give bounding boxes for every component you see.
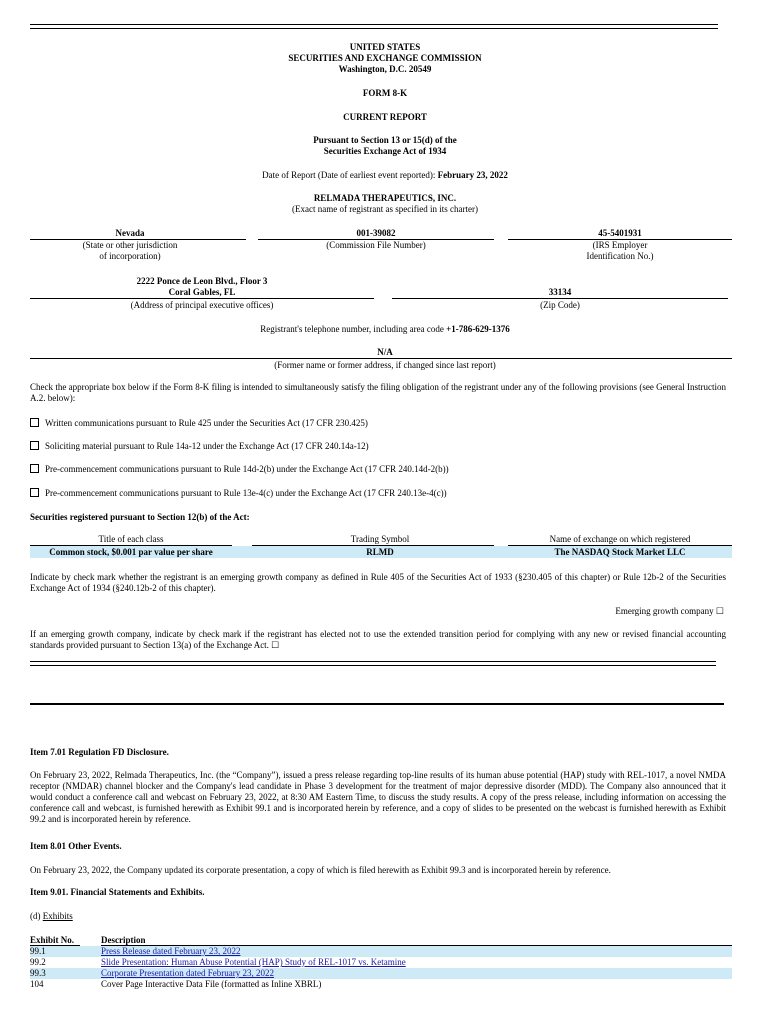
zip-value: 33134 [548,287,572,297]
date-value: February 23, 2022 [437,170,508,180]
exhibit-row-desc: Cover Page Interactive Data File (formatted as Inline XBRL) [101,979,322,989]
address-line1: 2222 Ponce de Leon Blvd., Floor 3 [136,276,268,286]
item-801-text: On February 23, 2022, the Company updated its corporate presentation, a copy of which is filed herewith as Exhibit 99.3 and is incorporated herein by reference. [30,865,611,875]
filing-option-label: Soliciting material pursuant to Rule 14a-12 under the Exchange Act (17 CFR 240.14a-12) [45,441,369,451]
filing-option-label: Written communications pursuant to Rule 425 under the Securities Act (17 CFR 230.425) [45,418,368,428]
address-rule [30,298,374,299]
item-701-title: Item 7.01 Regulation FD Disclosure. [30,747,169,757]
cover-end-double-rule [30,661,716,666]
exhibits-label [30,911,73,922]
exhibit-desc-header: Description [101,935,146,945]
agency-line1: UNITED STATES [349,42,421,52]
growth-text: Indicate by check mark whether the registrant is an emerging growth company as defined in Rule 405 of the Securities Act of 1933 (§230.405 of this chapter) or Rule 12b-2 of the Securities Exchange Act of 1934 (§240.12b-2 of this chapter). [30,572,726,593]
exhibit-no-header: Exhibit No. [30,935,75,945]
item-801-title: Item 8.01 Other Events. [30,841,122,851]
securities-heading: Securities registered pursuant to Section 12(b) of the Act: [30,512,250,522]
irs-number: 45-5401931 [598,228,642,238]
exhibits-label-text: Exhibits [42,911,73,921]
top-double-rule [30,24,718,29]
phone-line [0,324,770,335]
filing-option-label: Pre-commencement communications pursuant to Rule 13e-4(c) under the Exchange Act (17 CFR 240.13e-4(c)) [45,488,447,498]
exhibit-row-no: 99.2 [30,957,46,967]
date-of-report [0,170,770,181]
filing-option-2[interactable] [30,441,730,452]
filing-option-label: Pre-commencement communications pursuant to Rule 14d-2(b) under the Exchange Act (17 CFR 240.14d-2(b)) [45,464,449,474]
form-type: FORM 8-K [362,88,408,98]
filing-intro: Check the appropriate box below if the Form 8-K filing is intended to simultaneously satisfy the filing obligation of the registrant under any of the following provisions (see General Instruction A.2. below): [30,382,726,403]
irs-caption-1: (IRS Employer [592,240,648,250]
item-701-text: On February 23, 2022, Relmada Therapeutics, Inc. (the “Company”), issued a press release regarding top-line results of its human abuse potential (HAP) study with REL-1017, a novel NMDA receptor (NMDAR) channel blocker and the Company's lead candidate in Phase 3 development for the treatment of major depressive disorder (MDD). The Company also announced that it would conduct a conference call and webcast on February 23, 2022, at 8:30 AM Eastern Time, to discuss the study results. A copy of the press release, including information on accessing the conference call and webcast, is furnished herewith as Exhibit 99.1 and is incorporated herein by reference, and a copy of slides to be presented on the webcast is furnished herewith as Exhibit 99.2 and is incorporated herein by reference. [30,770,726,824]
row-symbol: RLMD [366,547,394,557]
state-value: Nevada [115,228,145,238]
address-line2: Coral Gables, FL [168,287,236,297]
report-type: CURRENT REPORT [343,112,427,122]
pursuant-line1: Pursuant to Section 13 or 15(d) of the [313,135,457,145]
file-caption: (Commission File Number) [326,240,426,250]
exhibit-link[interactable]: Slide Presentation: Human Abuse Potential (HAP) Study of REL-1017 vs. Ketamine [101,957,406,967]
col-title-header: Title of each class [98,534,164,544]
registrant-caption: (Exact name of registrant as specified in its charter) [292,204,478,214]
state-caption-2: of incorporation) [99,251,161,261]
file-number: 001-39082 [356,228,396,238]
transition-text: If an emerging growth company, indicate by check mark if the registrant has elected not to use the extended transition period for complying with any new or revised financial accounting standards provided pursuant to Section 13(a) of the Exchange Act. ☐ [30,629,726,650]
phone-value: +1-786-629-1376 [446,324,510,334]
row-title: Common stock, $0.001 par value per share [49,547,213,557]
checkbox-icon[interactable] [30,488,39,497]
col-symbol-header: Trading Symbol [350,534,410,544]
zip-rule [392,298,728,299]
date-label: Date of Report (Date of earliest event reported): [262,170,438,180]
exhibits-prefix: (d) [30,911,43,921]
former-caption: (Former name or former address, if changed since last report) [274,360,496,370]
registrant-name: RELMADA THERAPEUTICS, INC. [313,193,457,203]
exhibit-link[interactable]: Press Release dated February 23, 2022 [101,946,241,956]
checkbox-icon[interactable] [30,441,39,450]
agency-line2: SECURITIES AND EXCHANGE COMMISSION [288,53,482,63]
exhibit-row-no: 99.1 [30,946,46,956]
item-901-title: Item 9.01. Financial Statements and Exhibits. [30,887,205,897]
col-exchange-header: Name of exchange on which registered [549,534,691,544]
egc-checkbox[interactable]: Emerging growth company ☐ [615,606,724,616]
pursuant-line2: Securities Exchange Act of 1934 [323,146,447,156]
former-name: N/A [377,347,393,357]
exhibit-link[interactable]: Corporate Presentation dated February 23, 2022 [101,968,274,978]
checkbox-icon[interactable] [30,464,39,473]
irs-caption-2: Identification No.) [586,251,654,261]
filing-option-1[interactable] [30,418,730,429]
state-caption-1: (State or other jurisdiction [82,240,178,250]
filing-option-4[interactable] [30,488,730,499]
agency-line3: Washington, D.C. 20549 [338,64,432,74]
zip-caption: (Zip Code) [540,300,580,310]
address-caption: (Address of principal executive offices) [130,300,274,310]
former-rule [30,358,732,359]
filing-option-3[interactable] [30,464,730,475]
row-exchange: The NASDAQ Stock Market LLC [554,547,686,557]
exhibit-row-no: 99.3 [30,968,46,978]
section-rule [30,703,724,705]
phone-label: Registrant's telephone number, including area code [260,324,447,334]
exhibit-row-no: 104 [30,979,44,989]
checkbox-icon[interactable] [30,418,39,427]
